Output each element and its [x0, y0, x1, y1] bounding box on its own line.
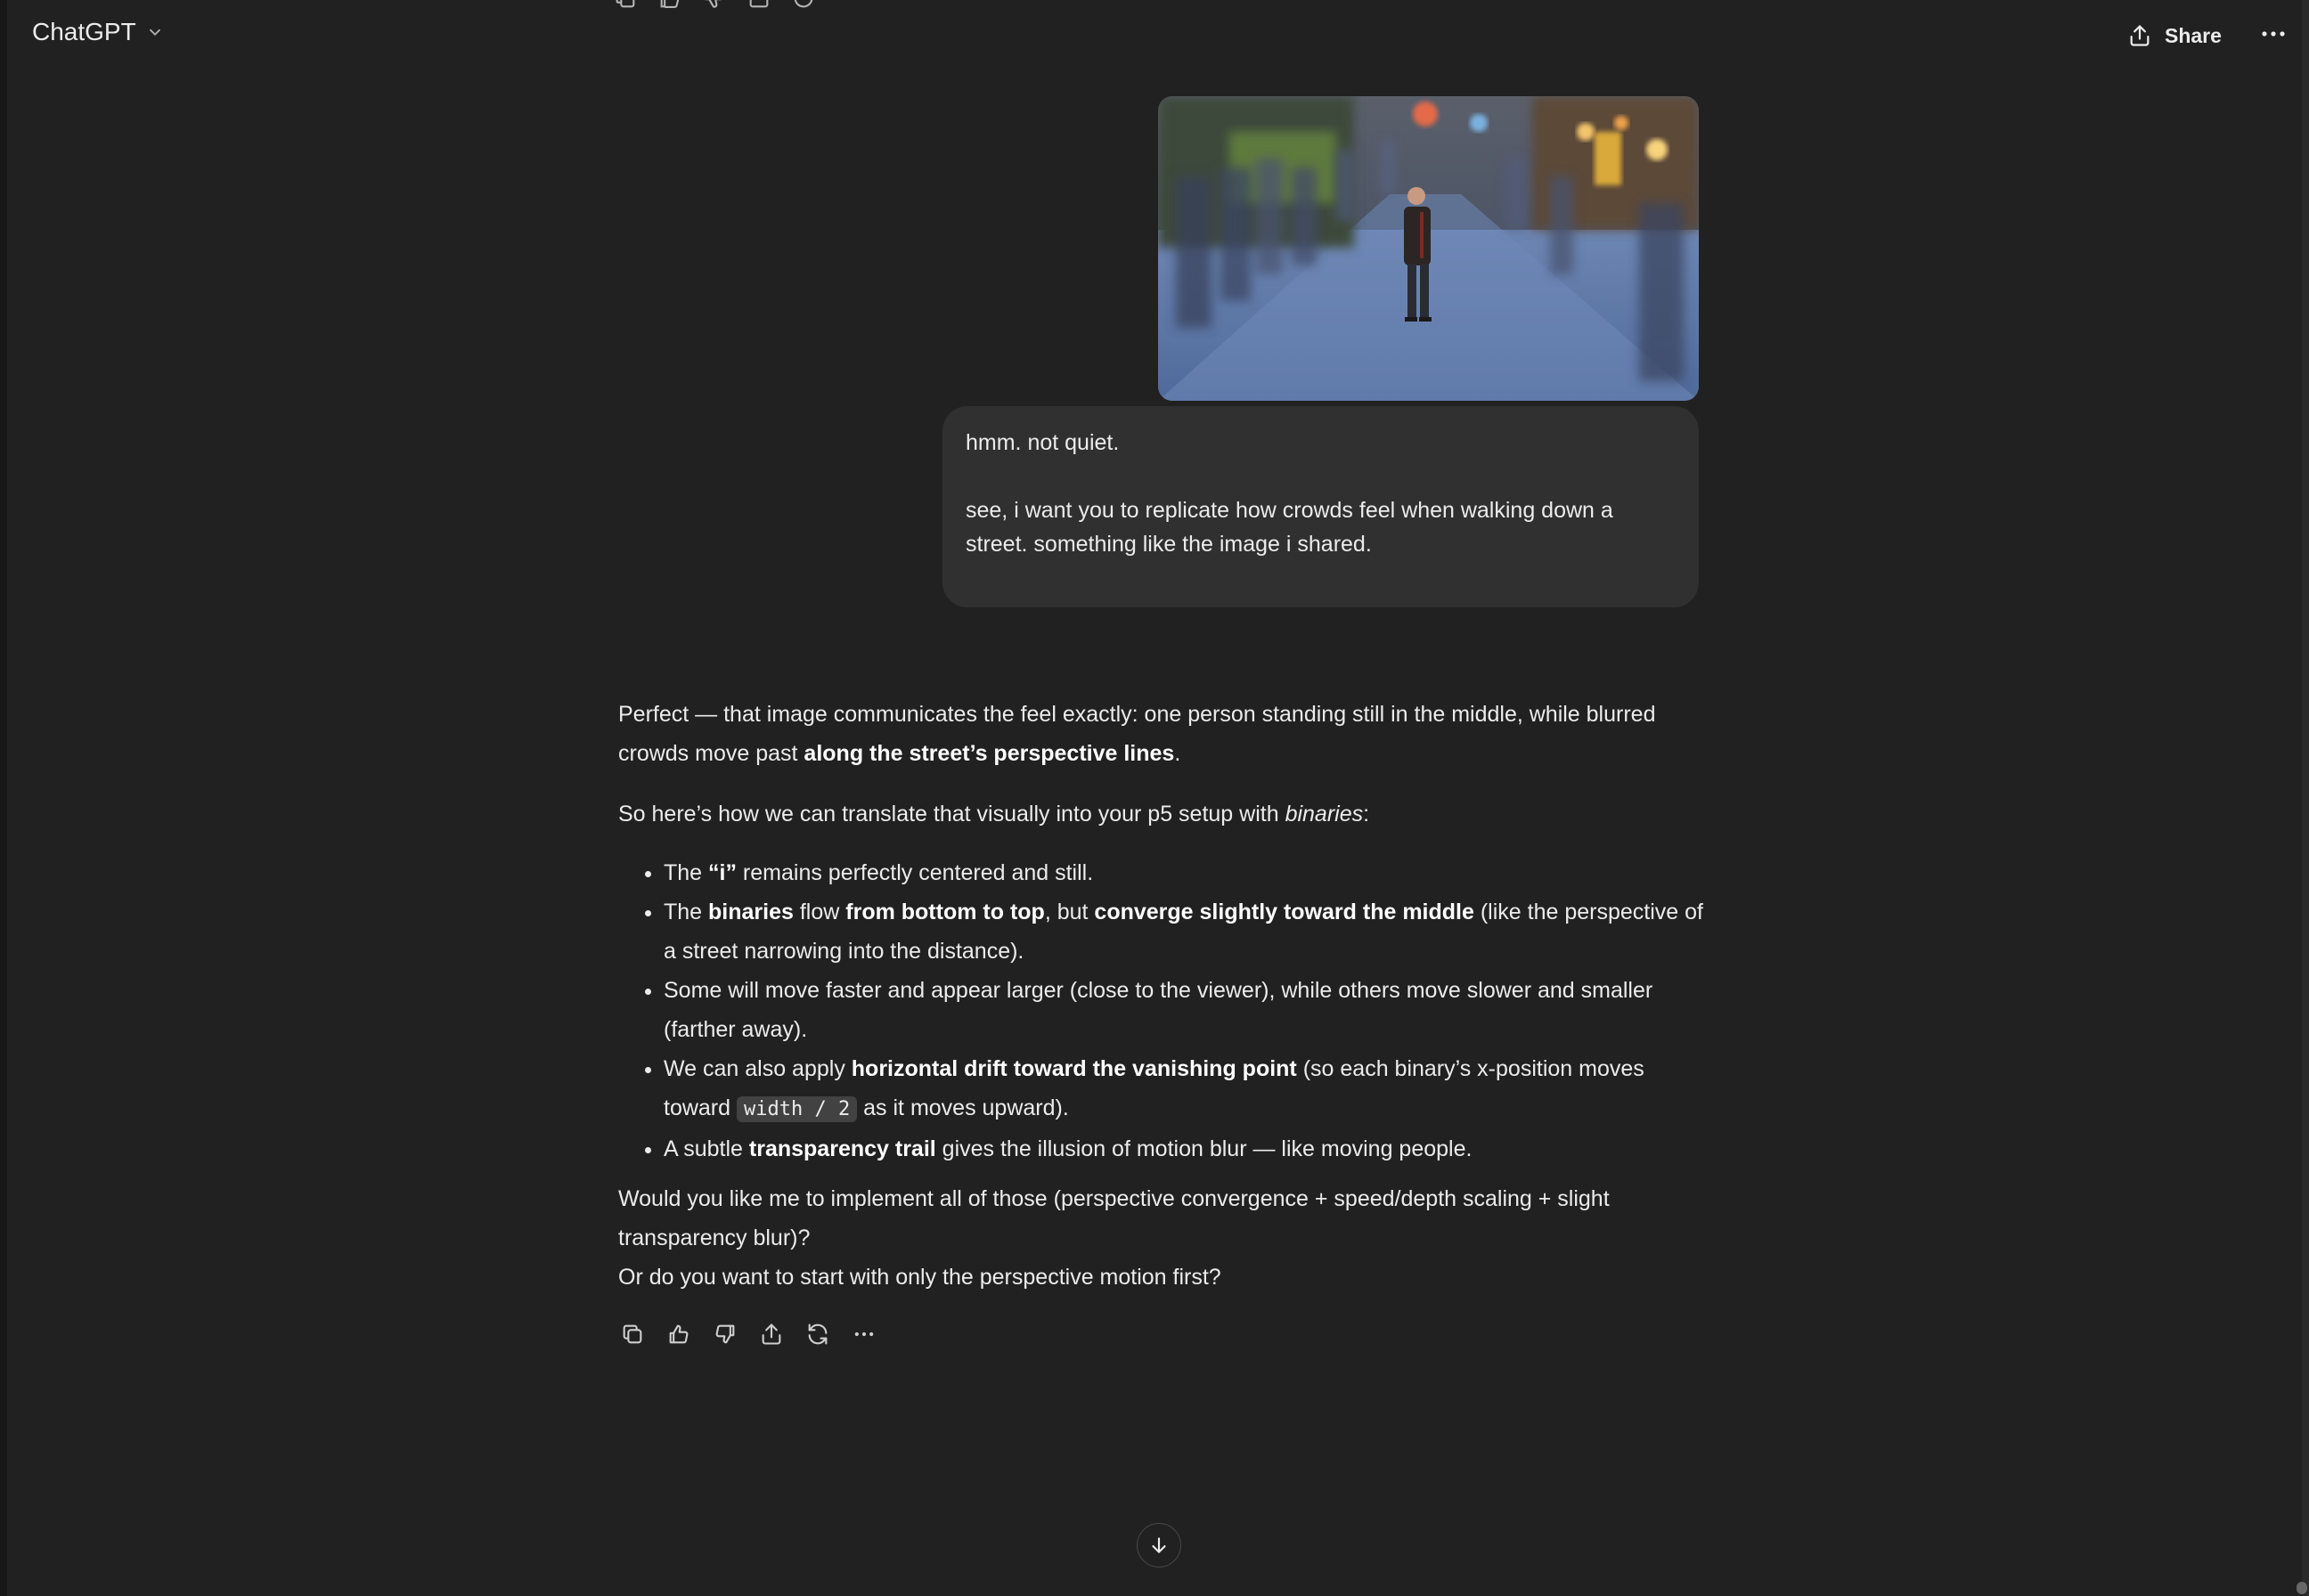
good-response-button[interactable] [665, 1320, 693, 1348]
assistant-paragraph: Would you like me to implement all of those (perspective convergence + speed/depth scaling + slight transparency blur)? [618, 1186, 1610, 1250]
regenerate-icon [805, 1322, 830, 1347]
copy-button[interactable] [618, 1320, 647, 1348]
regenerate-icon[interactable] [791, 0, 816, 11]
more-actions-button[interactable] [850, 1320, 878, 1348]
sidebar-edge [0, 0, 7, 1596]
list-item: • The “i” remains perfectly centered and still. [664, 853, 1705, 892]
share-message-button[interactable] [757, 1320, 786, 1348]
inline-code: width / 2 [737, 1096, 857, 1122]
more-options-button[interactable] [2257, 20, 2289, 48]
copy-icon[interactable] [613, 0, 638, 11]
list-item: • A subtle transparency trail gives the illusion of motion blur — like moving people. [664, 1129, 1705, 1168]
share-icon[interactable] [747, 0, 771, 11]
thumbs-down-icon [713, 1322, 738, 1347]
share-label: Share [2165, 23, 2222, 47]
message-actions [618, 1320, 878, 1348]
user-message-line: see, i want you to replicate how crowds feel when walking down a street. something like the image i shared. [966, 498, 1613, 557]
scrollbar-thumb[interactable] [2297, 1582, 2307, 1594]
user-uploaded-image[interactable] [1158, 96, 1699, 401]
thumbs-down-icon[interactable] [702, 0, 727, 11]
assistant-message [618, 695, 1705, 1297]
ellipsis-icon [852, 1322, 877, 1347]
chevron-down-icon [145, 22, 165, 42]
user-message-line: hmm. not quiet. [966, 430, 1120, 455]
regenerate-button[interactable] [804, 1320, 832, 1348]
copy-icon [620, 1322, 645, 1347]
scrollbar-track[interactable] [2302, 0, 2309, 1596]
arrow-down-icon [1147, 1534, 1171, 1557]
list-item: • We can also apply horizontal drift toward the vanishing point (so each binary’s x-position moves toward width / 2 as it moves upward). [664, 1049, 1705, 1129]
share-icon [759, 1322, 784, 1347]
street-photo [1158, 96, 1699, 401]
thumbs-up-icon [666, 1322, 691, 1347]
list-item: • Some will move faster and appear larger (close to the viewer), while others move slower and smaller (farther away). [664, 971, 1705, 1049]
assistant-bullet-list [618, 853, 1705, 1168]
share-button[interactable] [2127, 18, 2222, 53]
list-item: • The binaries flow from bottom to top, but converge slightly toward the middle (like the perspective of a street narrowing into the distance). [664, 892, 1705, 971]
assistant-paragraph: Perfect — that image communicates the feel exactly: one person standing still in the middle, while blurred crowds move past along the street’s perspective lines. [618, 702, 1656, 766]
share-icon [2127, 23, 2152, 48]
bad-response-button[interactable] [711, 1320, 739, 1348]
model-selector[interactable] [32, 18, 165, 46]
scroll-to-bottom-button[interactable] [1137, 1523, 1181, 1568]
user-message-bubble [942, 406, 1699, 607]
thumbs-up-icon[interactable] [657, 0, 682, 11]
assistant-paragraph: Or do you want to start with only the perspective motion first? [618, 1265, 1221, 1290]
ellipsis-icon [2261, 30, 2286, 37]
previous-message-actions [613, 0, 816, 11]
app-title: ChatGPT [32, 18, 136, 45]
assistant-paragraph: So here’s how we can translate that visually into your p5 setup with binaries: [618, 802, 1370, 826]
